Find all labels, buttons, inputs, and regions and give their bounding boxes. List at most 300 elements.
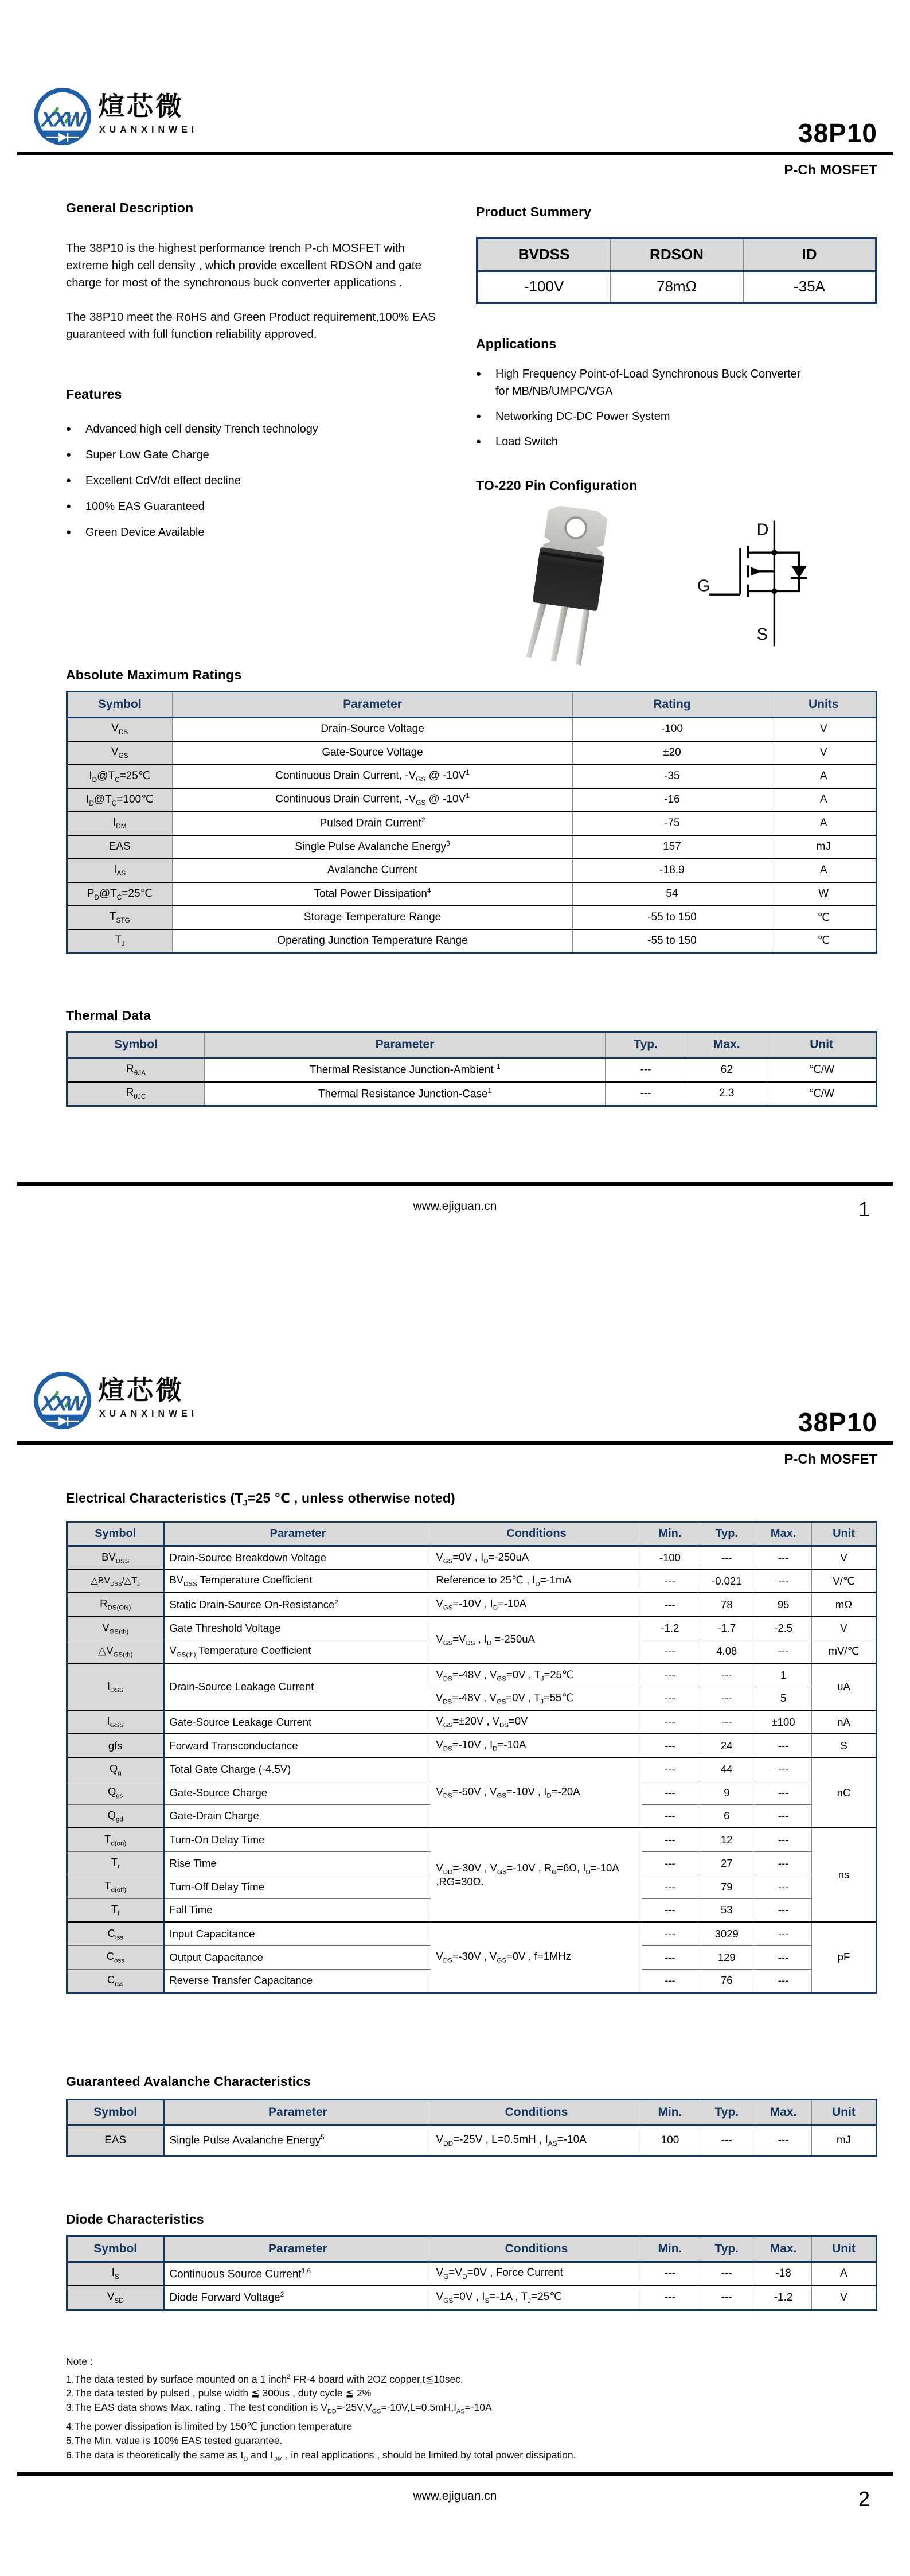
- symbol-cell: $T_{d(off)}$: [67, 1875, 164, 1898]
- thermal-data-table: [66, 1031, 877, 1107]
- header-rule: [17, 1441, 893, 1445]
- list-item: [66, 498, 436, 515]
- max-cell: 5: [755, 1687, 812, 1710]
- symbol-cell: $I_{GSS}$: [67, 1710, 164, 1734]
- unit-cell: ℃/W: [767, 1082, 877, 1106]
- symbol-cell: $V_{SD}$: [67, 2286, 164, 2310]
- notes-title: Note :: [66, 2355, 93, 2367]
- general-description-paragraph-1: The 38P10 is the highest performance trench P-ch MOSFET with extreme high cell density , which provide excellent RDSON and gate charge for most of the synchronous buck converter applications .: [66, 242, 421, 289]
- parameter-cell: Gate-Source Leakage Current: [164, 1710, 431, 1734]
- table-row: [67, 882, 877, 906]
- symbol-cell: EAS: [67, 835, 173, 859]
- table-row: [67, 859, 877, 882]
- unit-cell: A: [812, 2262, 877, 2286]
- svg-text:XXW: XXW: [41, 1391, 84, 1415]
- table-row: [67, 718, 877, 741]
- symbol-cell: $R_{\theta JC}$: [67, 1082, 205, 1106]
- brand-name-cn: 煊芯微: [98, 1375, 184, 1405]
- typ-cell: ---: [698, 2262, 755, 2286]
- symbol-cell: gfs: [67, 1734, 164, 1757]
- page-2: [0, 1337, 910, 2576]
- unit-cell: pF: [812, 1922, 877, 1993]
- table-header-row: [67, 692, 877, 718]
- bullet-icon: ●: [476, 369, 482, 379]
- min-cell: ---: [642, 2286, 698, 2310]
- brand-name-en: XUANXINWEI: [99, 124, 198, 135]
- symbol-cell: $I_{AS}$: [67, 859, 173, 882]
- column-header: Conditions: [431, 2099, 642, 2125]
- conditions-cell: $V_G=V_D=0V$ , Force Current: [431, 2262, 642, 2286]
- column-header: Unit: [812, 2236, 877, 2262]
- table-row: [67, 1058, 877, 1082]
- max-cell: 62: [686, 1058, 767, 1082]
- note-item: 4.The power dissipation is limited by 150℃ junction temperature: [66, 2420, 353, 2432]
- column-header: BVDSS: [477, 238, 610, 271]
- typ-cell: 44: [698, 1757, 755, 1781]
- parameter-cell: Continuous Drain Current, $-V_{GS}$ @ $-10V^1$: [172, 788, 573, 812]
- table-row: [67, 2286, 877, 2310]
- list-item: [66, 524, 436, 541]
- min-cell: ---: [642, 1781, 698, 1804]
- units-cell: A: [771, 812, 877, 835]
- max-cell: ---: [755, 1898, 812, 1922]
- max-cell: ---: [755, 1922, 812, 1945]
- max-cell: ---: [755, 1851, 812, 1875]
- rating-cell: -55 to 150: [573, 906, 771, 929]
- part-number: 38P10: [798, 1407, 877, 1437]
- max-cell: ---: [755, 1546, 812, 1569]
- typ-cell: ---: [698, 1546, 755, 1569]
- conditions-cell: Reference to 25℃ , $I_D=-1mA$: [431, 1569, 642, 1593]
- symbol-cell: $T_{d(on)}$: [67, 1828, 164, 1851]
- typ-cell: -1.7: [698, 1616, 755, 1640]
- rating-cell: -100: [573, 718, 771, 741]
- min-cell: ---: [642, 1969, 698, 1993]
- parameter-cell: Drain-Source Breakdown Voltage: [164, 1546, 431, 1569]
- svg-text:XXW: XXW: [41, 107, 84, 131]
- max-cell: ---: [755, 1569, 812, 1593]
- symbol-cell: $\triangle V_{GS(th)}$: [67, 1640, 164, 1663]
- min-cell: ---: [642, 1898, 698, 1922]
- rdson-value: 78mΩ: [610, 271, 743, 303]
- pin-label-g: G: [697, 577, 710, 596]
- min-cell: -100: [642, 1546, 698, 1569]
- conditions-cell: $V_{DS}=-48V$ , $V_{GS}=0V$ , $T_J=55℃$: [431, 1687, 642, 1710]
- column-header: Max.: [755, 1522, 812, 1546]
- footer-rule: [17, 2472, 893, 2476]
- typ-cell: 27: [698, 1851, 755, 1875]
- min-cell: ---: [642, 1687, 698, 1710]
- column-header: Max.: [755, 2236, 812, 2262]
- electrical-characteristics-table: [66, 1521, 877, 1994]
- typ-cell: 53: [698, 1898, 755, 1922]
- max-cell: ---: [755, 1875, 812, 1898]
- parameter-cell: Total Power Dissipation$^4$: [172, 882, 573, 906]
- table-header-row: [67, 1032, 877, 1058]
- rating-cell: -18.9: [573, 859, 771, 882]
- column-header: Typ.: [698, 1522, 755, 1546]
- column-header: Typ.: [605, 1032, 686, 1058]
- unit-cell: V: [812, 1616, 877, 1640]
- column-header: Unit: [812, 2099, 877, 2125]
- typ-cell: 129: [698, 1945, 755, 1969]
- column-header: Symbol: [67, 1522, 164, 1546]
- table-row: [67, 2125, 877, 2156]
- doc-subtitle: P-Ch MOSFET: [784, 162, 877, 178]
- units-cell: W: [771, 882, 877, 906]
- parameter-cell: $V_{GS(th)}$ Temperature Coefficient: [164, 1640, 431, 1663]
- feature-text: Super Low Gate Charge: [85, 449, 209, 461]
- max-cell: ---: [755, 1804, 812, 1828]
- parameter-cell: Reverse Transfer Capacitance: [164, 1969, 431, 1993]
- max-cell: ---: [755, 2125, 812, 2156]
- absolute-maximum-ratings-title: Absolute Maximum Ratings: [66, 667, 242, 682]
- rating-cell: -35: [573, 765, 771, 788]
- parameter-cell: Turn-On Delay Time: [164, 1828, 431, 1851]
- footer-url: www.ejiguan.cn: [413, 2489, 497, 2503]
- column-header: Max.: [755, 2099, 812, 2125]
- column-header: Parameter: [164, 2099, 431, 2125]
- symbol-cell: $I_D@T_C=100℃$: [67, 788, 173, 812]
- bullet-icon: ●: [66, 476, 72, 485]
- part-number: 38P10: [798, 118, 877, 148]
- min-cell: ---: [642, 1640, 698, 1663]
- min-cell: ---: [642, 1569, 698, 1593]
- typ-cell: ---: [698, 1687, 755, 1710]
- rating-cell: 54: [573, 882, 771, 906]
- table-header-row: [67, 2236, 877, 2262]
- table-row: [67, 1663, 877, 1687]
- page-footer: [0, 2472, 910, 2515]
- typ-cell: ---: [605, 1058, 686, 1082]
- symbol-cell: $BV_{DSS}$: [67, 1546, 164, 1569]
- units-cell: V: [771, 741, 877, 765]
- min-cell: ---: [642, 1663, 698, 1687]
- note-item: 6.The data is theoretically the same as $I_D$ and $I_{DM}$ , in real applications , should be limited by total power dissipation.: [66, 2449, 576, 2463]
- column-header: Rating: [573, 692, 771, 718]
- max-cell: 2.3: [686, 1082, 767, 1106]
- typ-cell: 24: [698, 1734, 755, 1757]
- brand-name-en: XUANXINWEI: [99, 1408, 198, 1419]
- symbol-cell: $R_{DS(ON)}$: [67, 1593, 164, 1616]
- parameter-cell: Drain-Source Leakage Current: [164, 1663, 431, 1710]
- typ-cell: 9: [698, 1781, 755, 1804]
- symbol-cell: $V_{DS}$: [67, 718, 173, 741]
- min-cell: ---: [642, 1851, 698, 1875]
- typ-cell: -0.021: [698, 1569, 755, 1593]
- max-cell: ---: [755, 1781, 812, 1804]
- min-cell: -1.2: [642, 1616, 698, 1640]
- parameter-cell: Single Pulse Avalanche Energy$^3$: [172, 835, 573, 859]
- application-text: Load Switch: [495, 435, 558, 448]
- column-header: Parameter: [172, 692, 573, 718]
- parameter-cell: Avalanche Current: [172, 859, 573, 882]
- max-cell: ---: [755, 1945, 812, 1969]
- right-column: [476, 178, 877, 667]
- rating-cell: -16: [573, 788, 771, 812]
- table-row: [67, 1828, 877, 1851]
- features-list: [66, 421, 436, 541]
- list-item: [476, 365, 877, 400]
- min-cell: 100: [642, 2125, 698, 2156]
- symbol-cell: $I_D@T_C=25℃$: [67, 765, 173, 788]
- symbol-cell: $I_{DSS}$: [67, 1663, 164, 1710]
- column-header: Parameter: [164, 1522, 431, 1546]
- unit-cell: V: [812, 2286, 877, 2310]
- general-description-title: General Description: [66, 200, 194, 215]
- symbol-cell: $I_{DM}$: [67, 812, 173, 835]
- bullet-icon: ●: [66, 450, 72, 460]
- min-cell: ---: [642, 1757, 698, 1781]
- parameter-cell: Diode Forward Voltage$^2$: [164, 2286, 431, 2310]
- parameter-cell: Continuous Source Current$^{1,6}$: [164, 2262, 431, 2286]
- conditions-cell: $V_{GS}=\pm 20V$ , $V_{DS}=0V$: [431, 1710, 642, 1734]
- conditions-cell: $V_{DS}=-30V$ , $V_{GS}=0V$ , f=1MHz: [431, 1922, 642, 1993]
- conditions-cell: $V_{GS}=V_{DS}$ , $I_D =-250uA$: [431, 1616, 642, 1663]
- brand-name-cn: 煊芯微: [98, 91, 184, 121]
- symbol-cell: $Q_{gd}$: [67, 1804, 164, 1828]
- table-row: [67, 1757, 877, 1781]
- symbol-cell: $C_{iss}$: [67, 1922, 164, 1945]
- id-value: -35A: [743, 271, 876, 303]
- unit-cell: V/℃: [812, 1569, 877, 1593]
- table-row: [67, 929, 877, 953]
- avalanche-characteristics-title: Guaranteed Avalanche Characteristics: [66, 2073, 311, 2089]
- max-cell: ---: [755, 1969, 812, 1993]
- units-cell: V: [771, 718, 877, 741]
- table-row: [67, 2262, 877, 2286]
- doc-subtitle: P-Ch MOSFET: [784, 1452, 877, 1467]
- column-header: Max.: [686, 1032, 767, 1058]
- pin-label-d: D: [756, 520, 769, 539]
- table-row: [67, 765, 877, 788]
- parameter-cell: Operating Junction Temperature Range: [172, 929, 573, 953]
- table-row: [67, 906, 877, 929]
- page-number: 1: [858, 1197, 870, 1221]
- note-item: 3.The EAS data shows Max. rating . The test condition is $V_{DD}=-25V,V_{GS}=-10V,L=0.5mH,I_{AS}=-10A$: [66, 2402, 492, 2415]
- unit-cell: nA: [812, 1710, 877, 1734]
- min-cell: ---: [642, 1710, 698, 1734]
- table-row: [67, 1710, 877, 1734]
- table-row: [67, 741, 877, 765]
- max-cell: 1: [755, 1663, 812, 1687]
- conditions-cell: $V_{DD}=-25V$ , L=0.5mH , $I_{AS}=-10A$: [431, 2125, 642, 2156]
- symbol-cell: $T_r$: [67, 1851, 164, 1875]
- rating-cell: -75: [573, 812, 771, 835]
- parameter-cell: Input Capacitance: [164, 1922, 431, 1945]
- table-row: [67, 1569, 877, 1593]
- unit-cell: uA: [812, 1663, 877, 1710]
- column-header: Min.: [642, 1522, 698, 1546]
- thermal-data-title: Thermal Data: [66, 1008, 151, 1023]
- min-cell: ---: [642, 1875, 698, 1898]
- header-rule: [17, 152, 893, 155]
- pin-label-s: S: [756, 625, 768, 644]
- column-header: Typ.: [698, 2099, 755, 2125]
- unit-cell: ℃/W: [767, 1058, 877, 1082]
- bullet-icon: ●: [476, 437, 482, 446]
- max-cell: ---: [755, 1640, 812, 1663]
- max-cell: ±100: [755, 1710, 812, 1734]
- notes-list: [66, 2370, 877, 2467]
- max-cell: 95: [755, 1593, 812, 1616]
- unit-cell: mV/℃: [812, 1640, 877, 1663]
- max-cell: ---: [755, 1734, 812, 1757]
- parameter-cell: Turn-Off Delay Time: [164, 1875, 431, 1898]
- column-header: Unit: [767, 1032, 877, 1058]
- electrical-characteristics-title: Electrical Characteristics ($T_J=25$ ℃ , unless otherwise noted): [66, 1491, 455, 1508]
- page-header: [0, 1337, 910, 1441]
- unit-cell: nC: [812, 1757, 877, 1828]
- column-header: Symbol: [67, 692, 173, 718]
- application-text: Networking DC-DC Power System: [495, 410, 670, 423]
- min-cell: ---: [642, 1945, 698, 1969]
- max-cell: ---: [755, 1828, 812, 1851]
- xxw-logo-icon: [32, 1370, 93, 1432]
- notes-section: [0, 2356, 910, 2467]
- column-header: Typ.: [698, 2236, 755, 2262]
- table-header-row: [67, 2099, 877, 2125]
- min-cell: ---: [642, 1828, 698, 1851]
- column-header: Unit: [812, 1522, 877, 1546]
- parameter-cell: $BV_{DSS}$ Temperature Coefficient: [164, 1569, 431, 1593]
- bvdss-value: -100V: [477, 271, 610, 303]
- column-header: Symbol: [67, 2236, 164, 2262]
- feature-text: Advanced high cell density Trench technology: [85, 423, 318, 435]
- column-header: Min.: [642, 2099, 698, 2125]
- typ-cell: ---: [698, 1710, 755, 1734]
- symbol-cell: $T_f$: [67, 1898, 164, 1922]
- absolute-maximum-ratings-table: [66, 691, 877, 954]
- xxw-logo-icon: [32, 86, 93, 148]
- units-cell: ℃: [771, 929, 877, 953]
- min-cell: ---: [642, 1804, 698, 1828]
- two-column-section: [0, 178, 910, 667]
- min-cell: ---: [642, 1593, 698, 1616]
- symbol-cell: $Q_{gs}$: [67, 1781, 164, 1804]
- application-text: High Frequency Point-of-Load Synchronous Buck Converter for MB/NB/UMPC/VGA: [495, 368, 801, 398]
- units-cell: A: [771, 765, 877, 788]
- brand-text: [98, 1373, 198, 1419]
- table-row: [67, 788, 877, 812]
- parameter-cell: Pulsed Drain Current$^2$: [172, 812, 573, 835]
- mosfet-symbol: [680, 514, 825, 652]
- column-header: Conditions: [431, 2236, 642, 2262]
- units-cell: A: [771, 859, 877, 882]
- min-cell: ---: [642, 1922, 698, 1945]
- feature-text: 100% EAS Guaranteed: [85, 500, 205, 513]
- parameter-cell: Fall Time: [164, 1898, 431, 1922]
- general-description-paragraph-2: The 38P10 meet the RoHS and Green Product requirement,100% EAS guaranteed with full function reliability approved.: [66, 310, 436, 341]
- symbol-cell: $V_{GS(th)}$: [67, 1616, 164, 1640]
- typ-cell: ---: [698, 2125, 755, 2156]
- pin-configuration-title: TO-220 Pin Configuration: [476, 478, 638, 493]
- features-title: Features: [66, 387, 122, 402]
- typ-cell: 6: [698, 1804, 755, 1828]
- table-row: [67, 835, 877, 859]
- unit-cell: mΩ: [812, 1593, 877, 1616]
- column-header: Units: [771, 692, 877, 718]
- symbol-cell: $V_{GS}$: [67, 741, 173, 765]
- conditions-cell: $V_{DS}=-10V$ , $I_D=-10A$: [431, 1734, 642, 1757]
- bullet-icon: ●: [66, 501, 72, 511]
- table-row: [67, 1546, 877, 1569]
- symbol-cell: $C_{oss}$: [67, 1945, 164, 1969]
- parameter-cell: Drain-Source Voltage: [172, 718, 573, 741]
- rating-cell: 157: [573, 835, 771, 859]
- list-item: [476, 408, 877, 425]
- max-cell: -2.5: [755, 1616, 812, 1640]
- symbol-cell: $C_{rss}$: [67, 1969, 164, 1993]
- table-header-row: [67, 1522, 877, 1546]
- product-summary-table: [476, 237, 877, 304]
- typ-cell: 4.08: [698, 1640, 755, 1663]
- diode-characteristics-title: Diode Characteristics: [66, 2211, 204, 2227]
- bullet-icon: ●: [66, 527, 72, 537]
- brand-text: [98, 90, 198, 135]
- diode-characteristics-table: [66, 2235, 877, 2311]
- symbol-cell: $\triangle BV_{DSS}/\triangle T_J$: [67, 1569, 164, 1593]
- typ-cell: 79: [698, 1875, 755, 1898]
- conditions-cell: $V_{DD}=-30V$ , $V_{GS}=-10V$ , $R_G=6\Omega$, $I_D=-10A$ ,RG=30Ω.: [431, 1828, 642, 1922]
- table-row: [67, 1922, 877, 1945]
- note-item: 2.The data tested by pulsed , pulse width ≦ 300us , duty cycle ≦ 2%: [66, 2387, 372, 2399]
- applications-title: Applications: [476, 336, 557, 351]
- note-item: 5.The Min. value is 100% EAS tested guarantee.: [66, 2434, 283, 2446]
- table-row: [477, 271, 876, 303]
- units-cell: ℃: [771, 906, 877, 929]
- applications-list: [476, 365, 877, 450]
- column-header: ID: [743, 238, 876, 271]
- rating-cell: ±20: [573, 741, 771, 765]
- conditions-cell: $V_{DS}=-50V$ , $V_{GS}=-10V$ , $I_D=-20A$: [431, 1757, 642, 1828]
- brand-logo: [32, 86, 198, 148]
- parameter-cell: Rise Time: [164, 1851, 431, 1875]
- column-header: Symbol: [67, 2099, 164, 2125]
- parameter-cell: Storage Temperature Range: [172, 906, 573, 929]
- page-footer: [0, 1182, 910, 1225]
- symbol-cell: $P_D@T_C=25℃$: [67, 882, 173, 906]
- parameter-cell: Gate-Source Charge: [164, 1781, 431, 1804]
- left-column: [66, 178, 436, 667]
- parameter-cell: Static Drain-Source On-Resistance$^2$: [164, 1593, 431, 1616]
- min-cell: ---: [642, 1734, 698, 1757]
- table-header-row: [477, 238, 876, 271]
- typ-cell: ---: [698, 2286, 755, 2310]
- page-header: [0, 0, 910, 152]
- symbol-cell: $R_{\theta JA}$: [67, 1058, 205, 1082]
- table-row: [67, 1593, 877, 1616]
- parameter-cell: Thermal Resistance Junction-Case$^1$: [205, 1082, 606, 1106]
- parameter-cell: Gate-Source Voltage: [172, 741, 573, 765]
- symbol-cell: $T_{STG}$: [67, 906, 173, 929]
- max-cell: -18: [755, 2262, 812, 2286]
- parameter-cell: Output Capacitance: [164, 1945, 431, 1969]
- conditions-cell: $V_{GS}=-10V$ , $I_D=-10A$: [431, 1593, 642, 1616]
- list-item: [66, 421, 436, 438]
- parameter-cell: Gate Threshold Voltage: [164, 1616, 431, 1640]
- page-number: 2: [858, 2487, 870, 2511]
- product-summary-title: Product Summery: [476, 204, 592, 219]
- typ-cell: 78: [698, 1593, 755, 1616]
- feature-text: Excellent CdV/dt effect decline: [85, 474, 241, 487]
- table-row: [67, 812, 877, 835]
- column-header: Min.: [642, 2236, 698, 2262]
- note-item: 1.The data tested by surface mounted on a 1 inch$^2$ FR-4 board with 2OZ copper,t≦10sec.: [66, 2373, 463, 2385]
- parameter-cell: Gate-Drain Charge: [164, 1804, 431, 1828]
- symbol-cell: $Q_g$: [67, 1757, 164, 1781]
- unit-cell: S: [812, 1734, 877, 1757]
